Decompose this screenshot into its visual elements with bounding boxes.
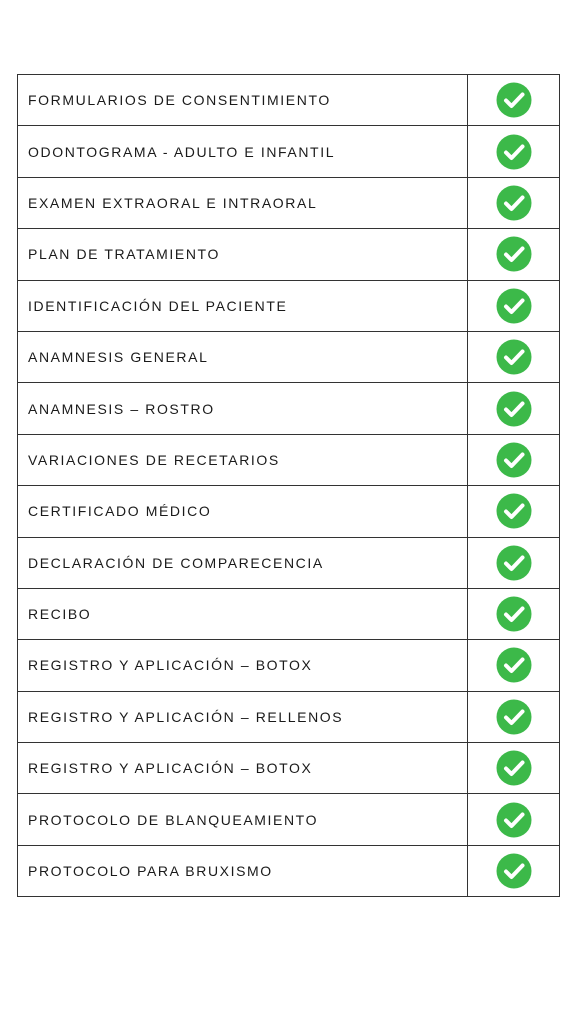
check-cell <box>468 383 560 434</box>
check-cell <box>468 75 560 126</box>
checklist-row <box>18 794 560 845</box>
item-label: PROTOCOLO PARA BRUXISMO <box>18 845 468 896</box>
check-cell <box>468 691 560 742</box>
item-label: ANAMNESIS GENERAL <box>18 331 468 382</box>
checklist-row <box>18 331 560 382</box>
check-cell <box>468 486 560 537</box>
item-label: ANAMNESIS – ROSTRO <box>18 383 468 434</box>
check-circle-icon <box>496 647 532 683</box>
item-label: DECLARACIÓN DE COMPARECENCIA <box>18 537 468 588</box>
check-cell <box>468 280 560 331</box>
checklist-body <box>18 75 560 897</box>
check-cell <box>468 588 560 639</box>
check-circle-icon <box>496 493 532 529</box>
item-label: VARIACIONES DE RECETARIOS <box>18 434 468 485</box>
check-cell <box>468 434 560 485</box>
check-circle-icon <box>496 185 532 221</box>
checklist-row <box>18 743 560 794</box>
check-circle-icon <box>496 339 532 375</box>
check-cell <box>468 177 560 228</box>
check-circle-icon <box>496 596 532 632</box>
item-label: IDENTIFICACIÓN DEL PACIENTE <box>18 280 468 331</box>
check-circle-icon <box>496 391 532 427</box>
checklist-row <box>18 691 560 742</box>
item-label: CERTIFICADO MÉDICO <box>18 486 468 537</box>
check-circle-icon <box>496 442 532 478</box>
check-cell <box>468 743 560 794</box>
item-label: PROTOCOLO DE BLANQUEAMIENTO <box>18 794 468 845</box>
checklist-row <box>18 845 560 896</box>
checklist-row <box>18 434 560 485</box>
item-label: PLAN DE TRATAMIENTO <box>18 229 468 280</box>
checklist-row <box>18 486 560 537</box>
check-circle-icon <box>496 699 532 735</box>
check-cell <box>468 845 560 896</box>
check-cell <box>468 331 560 382</box>
check-circle-icon <box>496 236 532 272</box>
checklist-table <box>17 74 560 897</box>
item-label: EXAMEN EXTRAORAL E INTRAORAL <box>18 177 468 228</box>
checklist-row <box>18 75 560 126</box>
check-cell <box>468 537 560 588</box>
check-circle-icon <box>496 288 532 324</box>
checklist-row <box>18 229 560 280</box>
checklist-row <box>18 537 560 588</box>
checklist-row <box>18 177 560 228</box>
item-label: REGISTRO Y APLICACIÓN – BOTOX <box>18 640 468 691</box>
checklist-row <box>18 640 560 691</box>
item-label: REGISTRO Y APLICACIÓN – BOTOX <box>18 743 468 794</box>
item-label: REGISTRO Y APLICACIÓN – RELLENOS <box>18 691 468 742</box>
checklist-row <box>18 588 560 639</box>
checklist-row <box>18 126 560 177</box>
check-cell <box>468 640 560 691</box>
item-label: RECIBO <box>18 588 468 639</box>
check-cell <box>468 126 560 177</box>
item-label: ODONTOGRAMA - ADULTO E INFANTIL <box>18 126 468 177</box>
check-cell <box>468 794 560 845</box>
check-circle-icon <box>496 134 532 170</box>
item-label: FORMULARIOS DE CONSENTIMIENTO <box>18 75 468 126</box>
check-circle-icon <box>496 802 532 838</box>
checklist-row <box>18 383 560 434</box>
check-circle-icon <box>496 750 532 786</box>
check-circle-icon <box>496 82 532 118</box>
check-circle-icon <box>496 545 532 581</box>
check-circle-icon <box>496 853 532 889</box>
checklist-row <box>18 280 560 331</box>
check-cell <box>468 229 560 280</box>
